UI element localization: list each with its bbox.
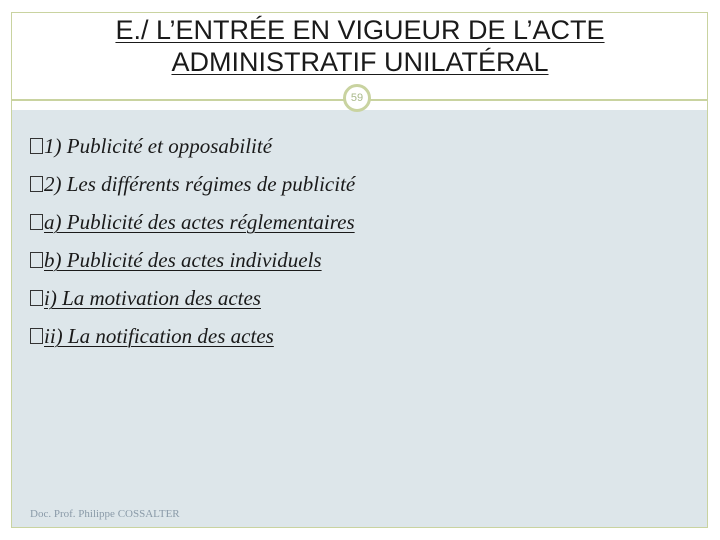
- bullet-item: [30, 279, 355, 317]
- bullet-text: a) Publicité des actes réglementaires: [44, 210, 355, 234]
- bullet-text: i) La motivation des actes: [44, 286, 261, 310]
- bullet-box-icon: [30, 138, 43, 154]
- bullet-box-icon: [30, 252, 43, 268]
- bullet-text: ii) La notification des actes: [44, 324, 274, 348]
- slide-title-line-2: ADMINISTRATIF UNILATÉRAL: [171, 47, 549, 77]
- bullet-box-icon: [30, 290, 43, 306]
- bullet-text: 2) Les différents régimes de publicité: [44, 172, 356, 196]
- bullet-list: [30, 127, 355, 355]
- slide-title-line-1: E./ L’ENTRÉE EN VIGUEUR DE L’ACTE: [115, 15, 605, 45]
- bullet-box-icon: [30, 214, 43, 230]
- bullet-item: [30, 203, 355, 241]
- footer-author: Doc. Prof. Philippe COSSALTER: [30, 508, 180, 520]
- bullet-box-icon: [30, 176, 43, 192]
- bullet-item: [30, 317, 355, 355]
- bullet-item: [30, 127, 355, 165]
- bullet-box-icon: [30, 328, 43, 344]
- bullet-item: [30, 165, 355, 203]
- bullet-item: [30, 241, 355, 279]
- bullet-text: 1) Publicité et opposabilité: [44, 134, 273, 158]
- bullet-text: b) Publicité des actes individuels: [44, 248, 322, 272]
- slide-number-badge: 59: [343, 84, 371, 112]
- slide-title: [0, 14, 720, 78]
